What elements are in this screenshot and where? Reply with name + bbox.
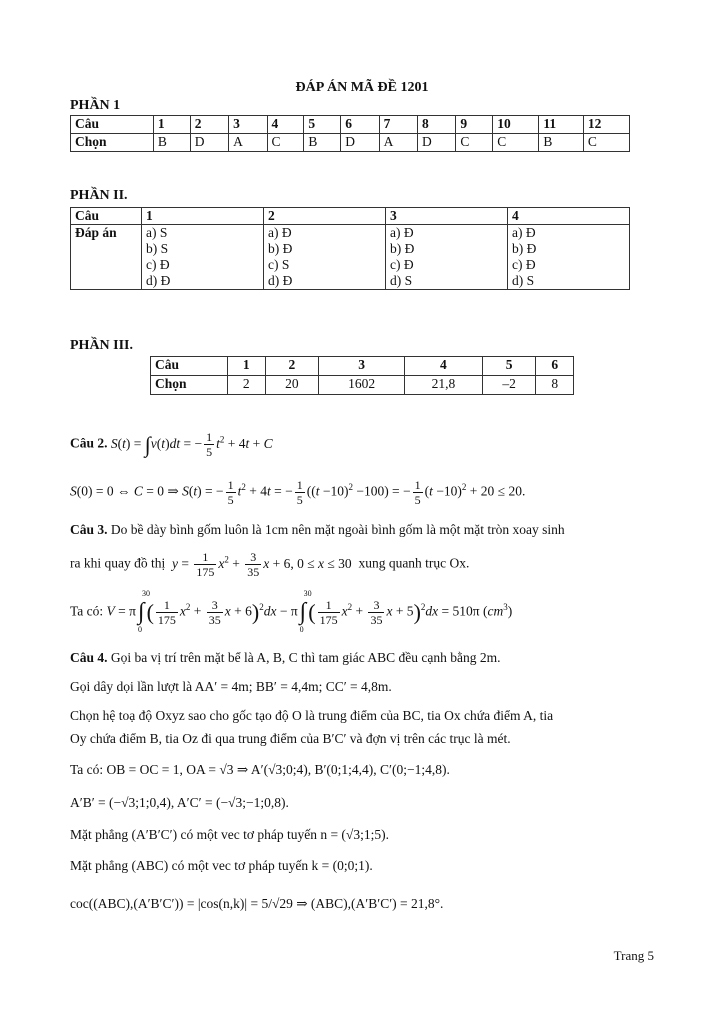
part2-answer-item: c) Đ [390,257,414,272]
part2-question-4: 4 [508,208,630,225]
part3-answer-6: 8 [536,376,574,395]
part2-answer-4 [508,225,630,290]
part1-answer-4: C [267,134,304,152]
part2-answer-item: c) Đ [146,257,170,272]
part1-question-1: 1 [153,116,190,134]
part1-question-3: 3 [229,116,267,134]
cau4-l5: Ta có: OB = OC = 1, OA = √3 ⇒ A′(√3;0;4), B′(0;1;4,4), C′(0;−1;4,8). [70,762,450,777]
cau3-taco: Ta có: [70,603,104,619]
part2-answer-1 [142,225,264,290]
part2-answer-item: c) S [268,257,290,272]
part3-question-5: 5 [482,357,536,376]
part2-answer-item: b) Đ [512,241,537,256]
part2-answer-item: d) S [390,273,413,288]
part3-question-2: 2 [265,357,319,376]
part1-question-6: 6 [341,116,379,134]
part3-question-6: 6 [536,357,574,376]
cau2-line2: S(0) = 0 ⇔ C = 0 ⇒ S(t) = − $\frac{1}{5}$ $t^2 + 4t$ = − $\frac{1}{5}$ $((t -10)^2 -100)$ = − $\frac{1}{5}$ $(t -10)^2 + 20 \le 20$. [70,478,526,507]
cau4-label: Câu 4. [70,650,108,665]
part3-heading: PHẦN III. [70,338,134,353]
part1-label-q: Câu [71,116,154,134]
part2-question-3: 3 [386,208,508,225]
part2-answer-item: d) Đ [146,273,171,288]
part1-answer-1: B [153,134,190,152]
cau3-line2 [70,550,469,579]
part3-answer-1: 2 [228,376,266,395]
cau4-l3: Chọn hệ toạ độ Oxyz sao cho gốc tạo độ O là trung điểm của BC, tia Ox chứa điểm A, tia [70,708,554,723]
cau4-l1: Gọi ba vị trí trên mặt bể là A, B, C thì tam giác ABC đều cạnh bằng 2m. [110,650,501,665]
part1-question-10: 10 [493,116,539,134]
part2-answer-item: d) S [512,273,535,288]
part2-answer-item: a) Đ [512,225,536,240]
part2-label-a: Đáp án [71,225,142,290]
part2-answer-item: a) Đ [390,225,414,240]
part1-answer-8: D [418,134,456,152]
part3-table [150,356,574,395]
part2-question-1: 1 [142,208,264,225]
part1-question-9: 9 [456,116,493,134]
part1-question-4: 4 [267,116,304,134]
part3-label-q: Câu [151,357,228,376]
part1-label-a: Chọn [71,134,154,152]
cau3-text1: Do bề dày bình gốm luôn là 1cm nên mặt ngoài bình gốm là một mặt tròn xoay sinh [110,522,565,537]
part2-question-2: 2 [264,208,386,225]
part1-question-7: 7 [379,116,417,134]
cau4-l6: A′B′ = (−√3;1;0,4), A′C′ = (−√3;−1;0,8). [70,795,289,810]
part1-answer-12: C [583,134,629,152]
cau4-l7: Mặt phẳng (A′B′C′) có một vec tơ pháp tuyến n = (√3;1;5). [70,827,389,842]
part3-question-4: 4 [405,357,483,376]
cau3-text2b: xung quanh trục Ox. [358,555,470,571]
part1-answer-9: C [456,134,493,152]
part1-question-11: 11 [539,116,584,134]
part2-label-q: Câu [71,208,142,225]
cau2-formula1: S(t) = ∫v(t)dt = − $\frac{1}{5}$ $t^2 + 4t + C$ [110,430,273,459]
cau3-text2a: ra khi quay đồ thị [70,555,166,571]
part1-question-5: 5 [304,116,341,134]
cau4-l2: Gọi dây dọi lần lượt là AA′ = 4m; BB′ = 4,4m; CC′ = 4,8m. [70,679,392,694]
part3-label-a: Chọn [151,376,228,395]
cau2-label: Câu 2. [70,435,108,451]
cau3-volume: Ta có: V = π 30 ∫ 0 ( $\frac{1}{175}$ $x^2$ + $\frac{3}{35}$ x + 6)$^2$dx − π 30 ∫ 0 ( $\frac{1}{175}$ $x^2$ + $\frac{3}{35}$ x + 5)$^2$dx = 510π $(cm^3)$ [70,589,513,634]
part1-answer-6: D [341,134,379,152]
cau3-label: Câu 3. [70,522,108,537]
part2-answer-item: a) Đ [268,225,292,240]
part2-answer-item: a) S [146,225,168,240]
part2-answer-item: c) Đ [512,257,536,272]
part1-table [70,115,630,152]
cau4-l8: Mặt phẳng (ABC) có một vec tơ pháp tuyến k = (0;0;1). [70,858,373,873]
part2-heading: PHẦN II. [70,188,128,203]
part3-answer-2: 20 [265,376,319,395]
part1-question-2: 2 [190,116,228,134]
part3-answer-4: 21,8 [405,376,483,395]
part2-answer-item: b) S [146,241,169,256]
cau4-l4: Oy chứa điểm B, tia Oz đi qua trung điểm của B′C′ và đợn vị trên các trục là mét. [70,731,511,746]
part2-answer-2 [264,225,386,290]
part3-answer-3: 1602 [319,376,405,395]
part1-answer-11: B [539,134,584,152]
part2-table [70,207,630,290]
part3-question-3: 3 [319,357,405,376]
page-number: Trang 5 [613,948,654,963]
page-title: ĐÁP ÁN MÃ ĐỀ 1201 [295,80,429,95]
part1-question-8: 8 [418,116,456,134]
part2-answer-3 [386,225,508,290]
part1-answer-2: D [190,134,228,152]
cau4-l9: coc((ABC),(A′B′C′)) = |cos(n,k)| = 5/√29 ⇒ (ABC),(A′B′C′) = 21,8°. [70,896,444,911]
part2-answer-item: b) Đ [268,241,293,256]
part1-answer-10: C [493,134,539,152]
part3-question-1: 1 [228,357,266,376]
part2-answer-item: d) Đ [268,273,293,288]
part1-question-12: 12 [583,116,629,134]
cau3-line1 [70,522,565,538]
part1-answer-3: A [229,134,267,152]
cau2-line1 [70,430,273,459]
part1-answer-5: B [304,134,341,152]
cau4-line1 [70,650,500,666]
cau3-formula-y: y = $\frac{1}{175}$ $x^2$ + $\frac{3}{35}$ x + 6, 0 ≤ x ≤ 30 [171,550,352,579]
part2-answer-item: b) Đ [390,241,415,256]
part3-answer-5: –2 [482,376,536,395]
part1-answer-7: A [379,134,417,152]
part1-heading: PHẦN 1 [70,98,121,113]
